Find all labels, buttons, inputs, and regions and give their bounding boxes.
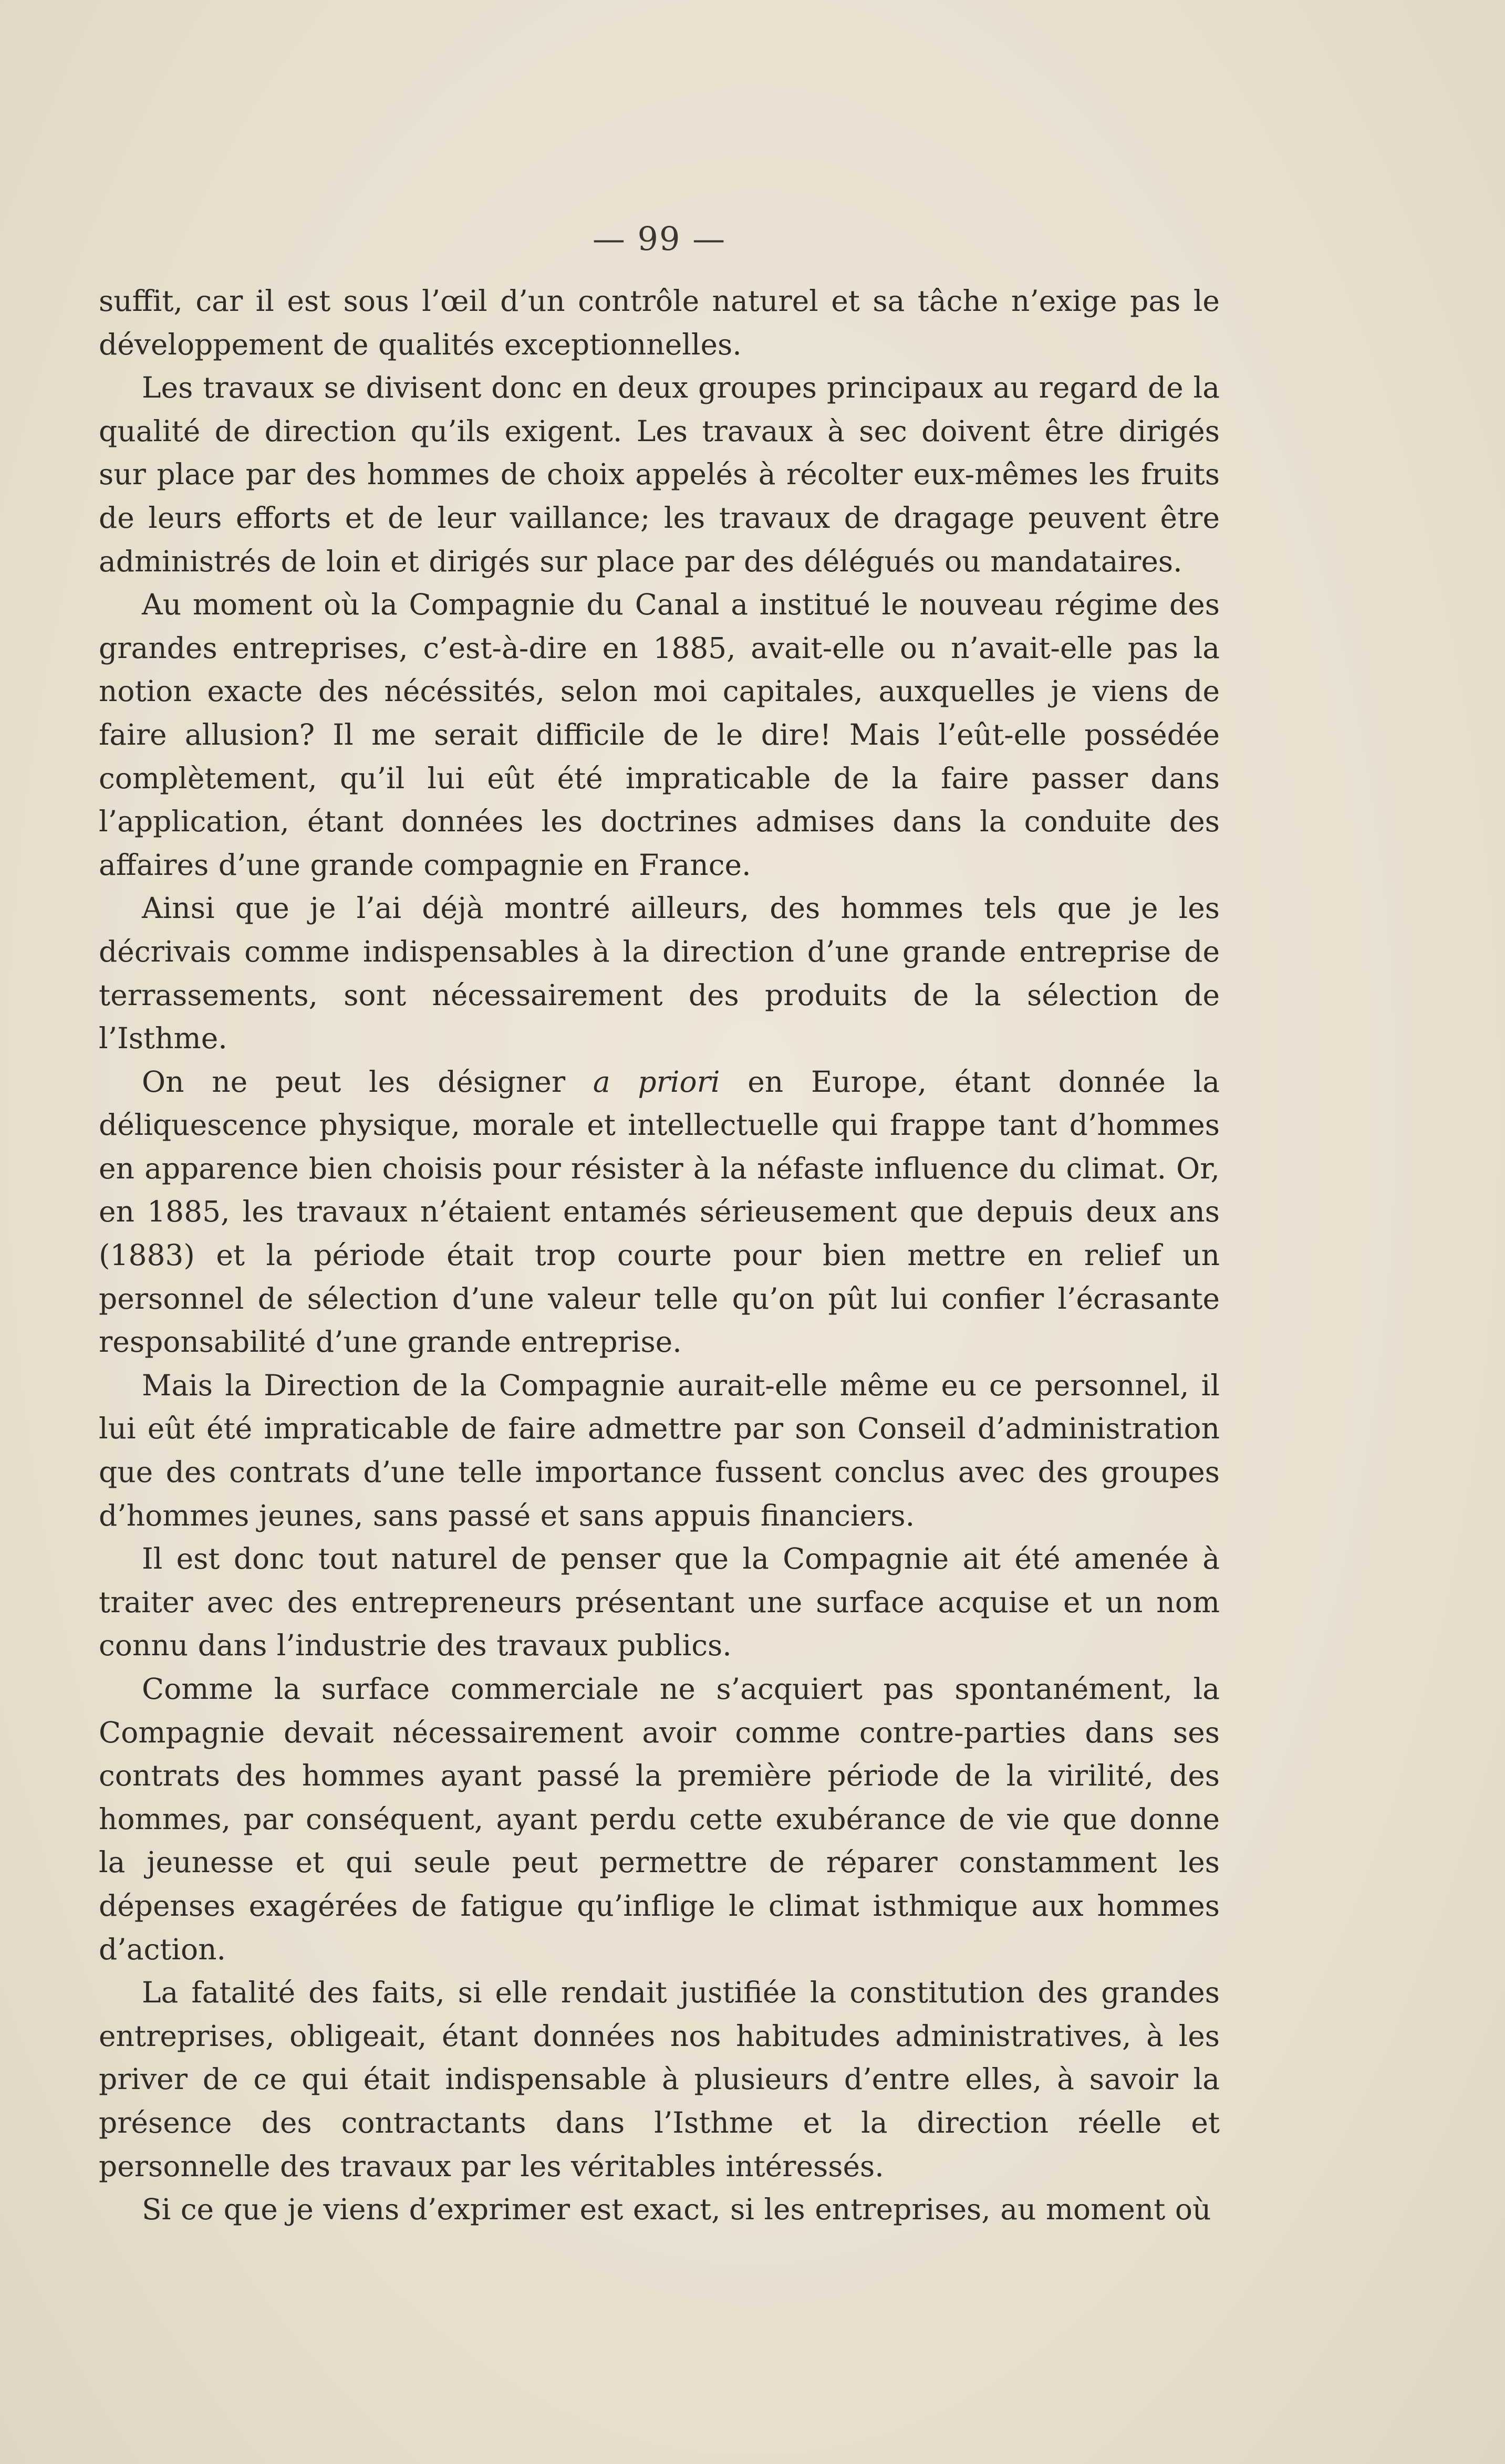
paragraph-text: en Europe, étant donnée la déliquescence physique, morale et intellectuelle qui frappe tant d’hommes en apparence bien choisis pour résister à la néfaste influence du climat. Or, en 1885, les travaux n’étaient entamés sérieusement que depuis deux ans (1883) et la période était trop courte pour bien mettre en relief un personnel de sélection d’une valeur telle qu’on pût lui confier l’écrasante responsabilité d’une grande entreprise. xyxy=(99,1064,1220,1359)
paragraph: Il est donc tout naturel de penser que la Compagnie ait été amenée à traiter avec des entrepreneurs présentant une surface acquise et un nom connu dans l’industrie des travaux publics. xyxy=(99,1542,1220,1663)
page-number: — 99 — xyxy=(592,220,726,258)
paragraph: Si ce que je viens d’exprimer est exact, si les entreprises, au moment où xyxy=(142,2192,1211,2227)
paragraph: Comme la surface commerciale ne s’acquiert pas spontanément, la Compagnie devait nécessairement avoir comme contre-parties dans ses contrats des hommes ayant passé la première période de la virilité, des hommes, par conséquent, ayant perdu cette exubérance de vie que donne la jeunesse et qui seule peut permettre de réparer constamment les dépenses exagérées de fatigue qu’inflige le climat isthmique aux hommes d’action. xyxy=(99,1672,1220,1966)
body-text xyxy=(99,279,1220,2231)
italic-term: a priori xyxy=(593,1064,720,1099)
paragraph: Au moment où la Compagnie du Canal a institué le nouveau régime des grandes entreprises, c’est-à-dire en 1885, avait-elle ou n’avait-elle pas la notion exacte des nécéssités, selon moi capitales, auxquelles je viens de faire allusion? Il me serait difficile de le dire! Mais l’eût-elle possédée complètement, qu’il lui eût été impraticable de la faire passer dans l’application, étant données les doctrines admises dans la conduite des affaires d’une grande compagnie en France. xyxy=(99,588,1220,882)
paragraph xyxy=(99,1060,1220,1364)
paragraph: La fatalité des faits, si elle rendait justifiée la constitution des grandes entreprises, obligeait, étant données nos habitudes administratives, à les priver de ce qui était indispensable à plusieurs d’entre elles, à savoir la présence des contractants dans l’Isthme et la direction réelle et personnelle des travaux par les véritables intéressés. xyxy=(99,1976,1220,2183)
paragraph: Ainsi que je l’ai déjà montré ailleurs, des hommes tels que je les décrivais comme indispensables à la direction d’une grande entreprise de terrassements, sont nécessairement des produits de la sélection de l’Isthme. xyxy=(99,891,1220,1056)
paragraph: Les travaux se divisent donc en deux groupes principaux au regard de la qualité de direction qu’ils exigent. Les travaux à sec doivent être dirigés sur place par des hommes de choix appelés à récolter eux-mêmes les fruits de leurs efforts et de leur vaillance; les travaux de dragage peuvent être administrés de loin et dirigés sur place par des délégués ou mandataires. xyxy=(99,371,1220,578)
paragraph-text: On ne peut les désigner xyxy=(142,1064,593,1099)
paragraph: suffit, car il est sous l’œil d’un contrôle naturel et sa tâche n’exige pas le développement de qualités exceptionnelles. xyxy=(99,284,1220,361)
paragraph: Mais la Direction de la Compagnie aurait-elle même eu ce personnel, il lui eût été impraticable de faire admettre par son Conseil d’administration que des contrats d’une telle importance fussent conclus avec des groupes d’hommes jeunes, sans passé et sans appuis financiers. xyxy=(99,1368,1220,1532)
